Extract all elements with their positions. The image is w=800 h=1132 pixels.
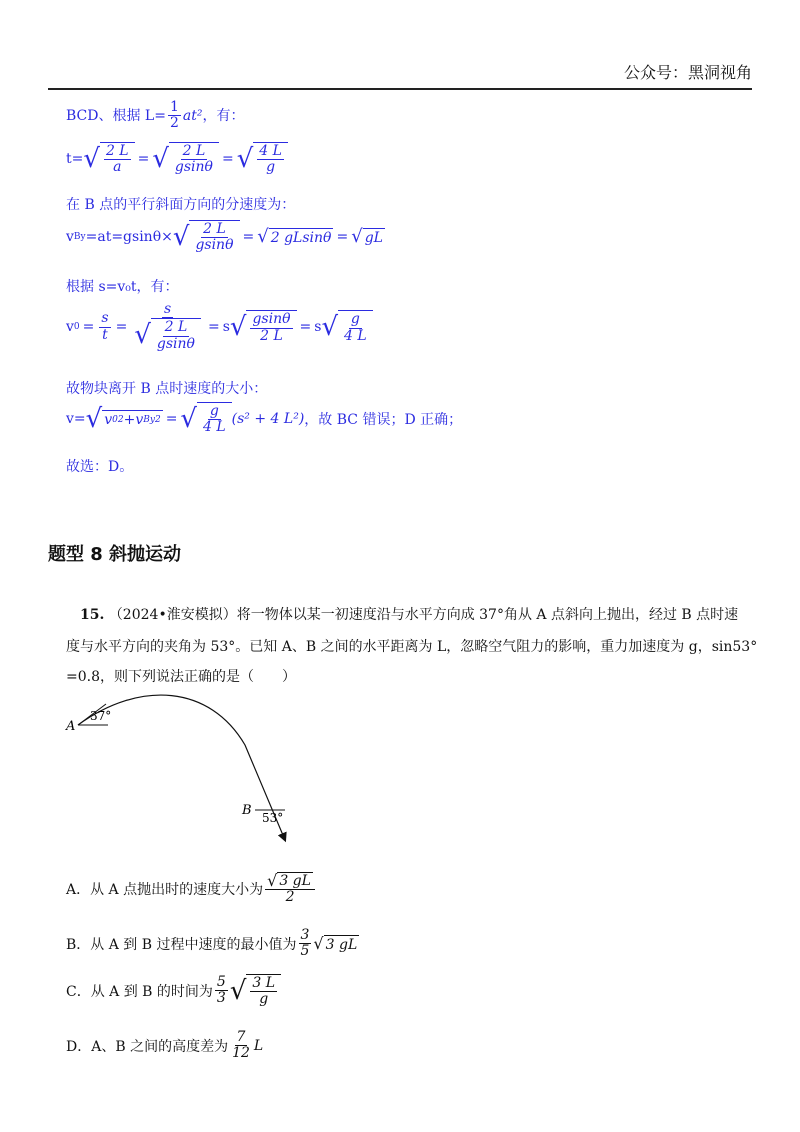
question-number: 15. xyxy=(80,607,105,623)
question-line-3: =0.8，则下列说法正确的是（ ） xyxy=(66,669,296,685)
solution-line-1-suffix: ，有： xyxy=(202,107,245,124)
solution-line-1-prefix: BCD、根据 L= xyxy=(66,107,166,124)
option-a[interactable]: A．从 A 点抛出时的速度大小为 √ 3 gL 2 xyxy=(66,872,317,906)
v-label: v= xyxy=(66,410,86,427)
vby-label: v xyxy=(66,228,74,245)
trajectory-figure xyxy=(60,690,300,870)
question-line-1 xyxy=(80,600,752,630)
section-title: 题型 8 斜抛运动 xyxy=(48,544,182,565)
formula-t: t= √ $\frac{2 L}{a}$ = √ $\frac{2 L}{gsin\theta}$ = √ $\frac{4 L}{g}$ xyxy=(66,142,288,176)
option-a-text: A．从 A 点抛出时的速度大小为 xyxy=(66,881,264,898)
solution-line-7: 故物块离开 B 点时速度的大小： xyxy=(66,381,268,397)
option-d[interactable]: D．A、B 之间的高度差为 $\frac{7}{12}$ L xyxy=(66,1029,264,1062)
angle-a-label: 37° xyxy=(90,709,112,723)
v0-label: v xyxy=(66,319,74,336)
t-label: t= xyxy=(66,150,84,167)
solution-line-9: 故选：D。 xyxy=(66,459,134,475)
question-text-1: （2024•淮安模拟）将一物体以某一初速度沿与水平方向成 37°角从 A 点斜向上抛出，经过 B 点时速 xyxy=(108,607,739,623)
v-suffix: ，故 BC 错误；D 正确； xyxy=(304,411,463,428)
point-a-label: A xyxy=(66,719,76,734)
option-d-text: D．A、B 之间的高度差为 xyxy=(66,1038,229,1055)
formula-v: v= √ v 0 2 +v By 2 = √ $\frac{g}{4 L}$ (s² + 4 L²) ，故 BC 错误；D 正确； xyxy=(66,403,463,436)
angle-b-label: 53° xyxy=(262,811,284,825)
solution-line-3: 在 B 点的平行斜面方向的分速度为： xyxy=(66,197,296,213)
option-b-text: B．从 A 到 B 过程中速度的最小值为 xyxy=(66,936,297,953)
v0-sub: 0 xyxy=(73,322,80,333)
header-rule xyxy=(48,88,752,90)
vby-sub: By xyxy=(73,231,86,242)
option-b[interactable]: B．从 A 到 B 过程中速度的最小值为 $\frac{3}{5}$ √ 3 gL xyxy=(66,927,358,960)
formula-v0: v 0 = $\frac{s}{t}$ = s √ $\frac{2 L}{gsin\theta}$ = s √ $\frac{gsin\theta}{2 L}$ = s √ $\frac{g}{4 L}$ xyxy=(66,302,373,352)
point-b-label: B xyxy=(242,803,252,818)
solution-line-1: BCD、根据 L= $\frac{1}{2}$ at²，有： xyxy=(66,99,245,132)
option-c[interactable]: C．从 A 到 B 的时间为 $\frac{5}{3}$ √ $\frac{3 L}{g}$ xyxy=(66,974,281,1008)
option-c-text: C．从 A 到 B 的时间为 xyxy=(66,983,213,1000)
solution-line-5: 根据 s=v₀t，有： xyxy=(66,279,179,295)
header-brand: 公众号：黑洞视角 xyxy=(624,63,753,82)
vby-mid: =at=gsinθ× xyxy=(85,228,173,245)
question-line-2: 度与水平方向的夹角为 53°。已知 A、B 之间的水平距离为 L，忽略空气阻力的影响，重力加速度为 g，sin53° xyxy=(66,639,758,655)
formula-vby: v By =at=gsinθ× √ $\frac{2 L}{gsin\theta}$ = √ 2 gLsinθ = √ gL xyxy=(66,221,383,254)
